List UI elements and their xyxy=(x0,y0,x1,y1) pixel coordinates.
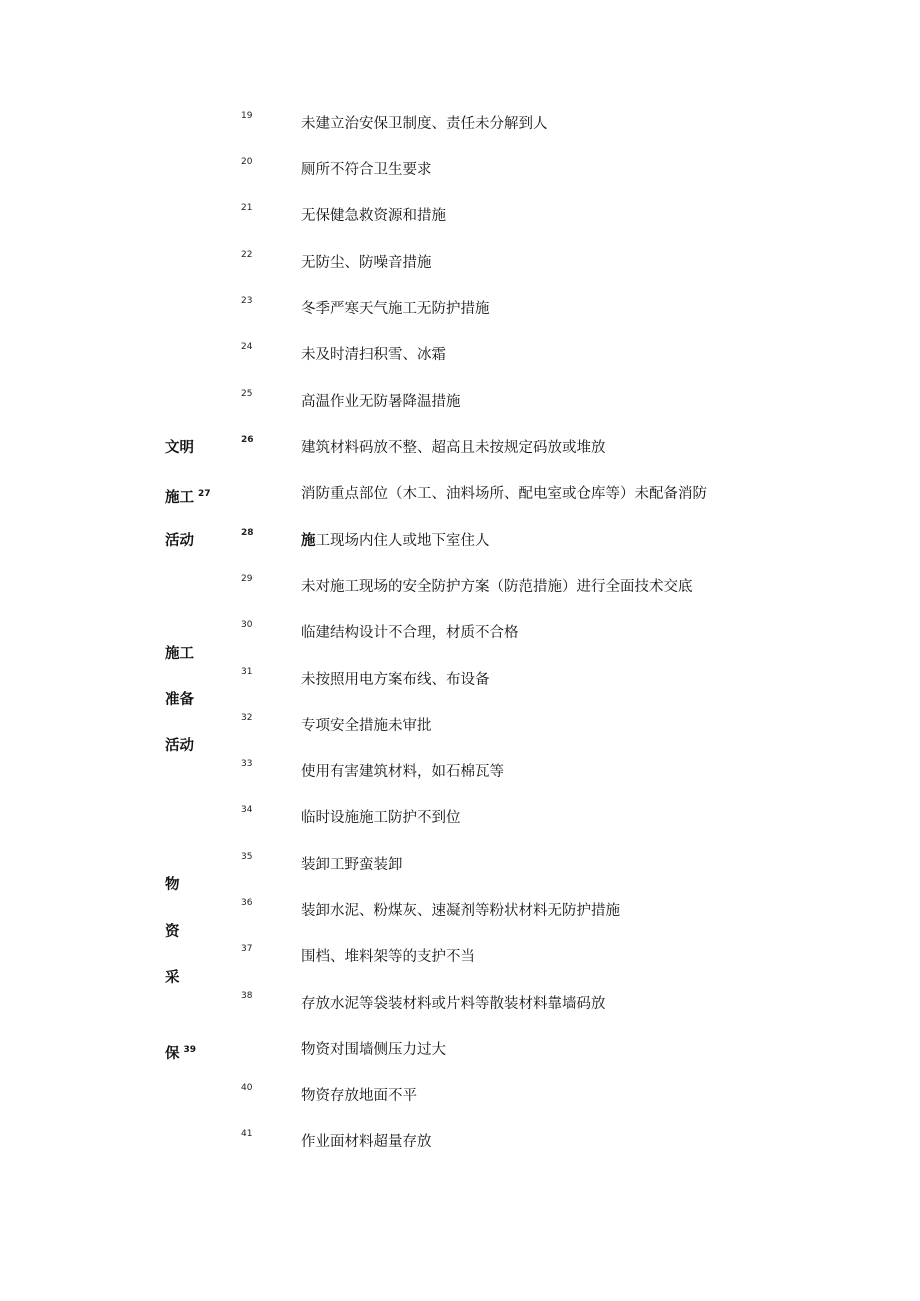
category-material-line4-text: 保 xyxy=(165,1046,180,1062)
list-item xyxy=(0,528,920,555)
item-number: 38 xyxy=(241,991,253,1001)
item-text: 物资对围墙侧压力过大 xyxy=(301,1042,446,1058)
item-number: 37 xyxy=(241,944,253,954)
item-number: 33 xyxy=(241,759,253,769)
item-number: 22 xyxy=(241,250,253,260)
item-number-27: 27 xyxy=(198,489,211,499)
item-number: 19 xyxy=(241,111,253,121)
item-text: 物资存放地面不平 xyxy=(301,1088,417,1104)
item-text: 未及时清扫积雪、冰霜 xyxy=(301,347,446,363)
list-item xyxy=(0,389,920,416)
item-number: 32 xyxy=(241,713,253,723)
item-number: 20 xyxy=(241,157,253,167)
item-number: 40 xyxy=(241,1083,253,1093)
item-number: 26 xyxy=(241,435,254,445)
item-text: 未按照用电方案布线、布设备 xyxy=(301,672,490,688)
item-number-39: 39 xyxy=(183,1045,197,1055)
list-item xyxy=(0,250,920,277)
item-text: 存放水泥等袋装材料或片料等散装材料靠墙码放 xyxy=(301,996,606,1012)
item-text: 高温作业无防暑降温措施 xyxy=(301,394,461,410)
item-text: 围档、堆料架等的支护不当 xyxy=(301,949,475,965)
category-material-line1: 物 xyxy=(165,877,180,893)
category-material-line3: 采 xyxy=(165,970,180,986)
item-number: 23 xyxy=(241,296,253,306)
item-text: 无保健急救资源和措施 xyxy=(301,208,446,224)
list-item xyxy=(0,1129,920,1156)
item-text: 消防重点部位（木工、油料场所、配电室或仓库等）未配备消防 xyxy=(301,486,707,502)
item-number: 34 xyxy=(241,805,253,815)
list-item xyxy=(0,1083,920,1110)
category-civilized-line2-text: 施工 xyxy=(165,490,194,506)
list-item xyxy=(0,991,920,1018)
item-number: 30 xyxy=(241,620,253,630)
list-item xyxy=(0,1040,920,1064)
item-text xyxy=(301,531,490,551)
item-number: 28 xyxy=(241,528,254,538)
list-item xyxy=(0,944,920,971)
list-item xyxy=(0,203,920,230)
item-text: 未建立治安保卫制度、责任未分解到人 xyxy=(301,116,548,132)
item-number: 24 xyxy=(241,342,253,352)
list-item xyxy=(0,435,920,462)
item-number: 41 xyxy=(241,1129,253,1139)
item-text: 装卸工野蛮装卸 xyxy=(301,857,403,873)
list-item xyxy=(0,111,920,138)
category-material-line2: 资 xyxy=(165,924,180,940)
list-item xyxy=(0,898,920,925)
item-text: 临时设施施工防护不到位 xyxy=(301,810,461,826)
category-preparation-line1: 施工 xyxy=(165,646,194,662)
item-number: 31 xyxy=(241,667,253,677)
item-number: 35 xyxy=(241,852,253,862)
item-text: 作业面材料超量存放 xyxy=(301,1134,432,1150)
list-item xyxy=(0,759,920,786)
item-number: 25 xyxy=(241,389,253,399)
category-civilized-line3: 活动 xyxy=(165,533,194,549)
item-text: 建筑材料码放不整、超高且未按规定码放或堆放 xyxy=(301,440,606,456)
item-number: 21 xyxy=(241,203,253,213)
list-item xyxy=(0,157,920,184)
list-item xyxy=(0,852,920,879)
list-item xyxy=(0,484,920,508)
item-text: 装卸水泥、粉煤灰、速凝剂等粉状材料无防护措施 xyxy=(301,903,620,919)
list-item xyxy=(0,620,920,647)
category-civilized-line1: 文明 xyxy=(165,440,194,456)
item-number: 29 xyxy=(241,574,253,584)
item-text: 临建结构设计不合理，材质不合格 xyxy=(301,625,519,641)
list-item xyxy=(0,805,920,832)
list-item xyxy=(0,296,920,323)
list-item xyxy=(0,342,920,369)
item-text-rest: 工现场内住人或地下室住人 xyxy=(315,533,490,549)
item-text: 未对施工现场的安全防护方案（防范措施）进行全面技术交底 xyxy=(301,579,693,595)
item-text: 厕所不符合卫生要求 xyxy=(301,162,432,178)
item-text: 专项安全措施未审批 xyxy=(301,718,432,734)
list-item xyxy=(0,713,920,740)
item-text: 冬季严寒天气施工无防护措施 xyxy=(301,301,490,317)
list-item xyxy=(0,574,920,601)
item-text: 使用有害建筑材料，如石棉瓦等 xyxy=(301,764,504,780)
category-preparation-line2: 准备 xyxy=(165,692,194,708)
item-text: 无防尘、防噪音措施 xyxy=(301,255,432,271)
item-text-bold: 施 xyxy=(301,533,316,549)
list-item xyxy=(0,667,920,694)
category-preparation-line3: 活动 xyxy=(165,738,194,754)
item-number: 36 xyxy=(241,898,253,908)
